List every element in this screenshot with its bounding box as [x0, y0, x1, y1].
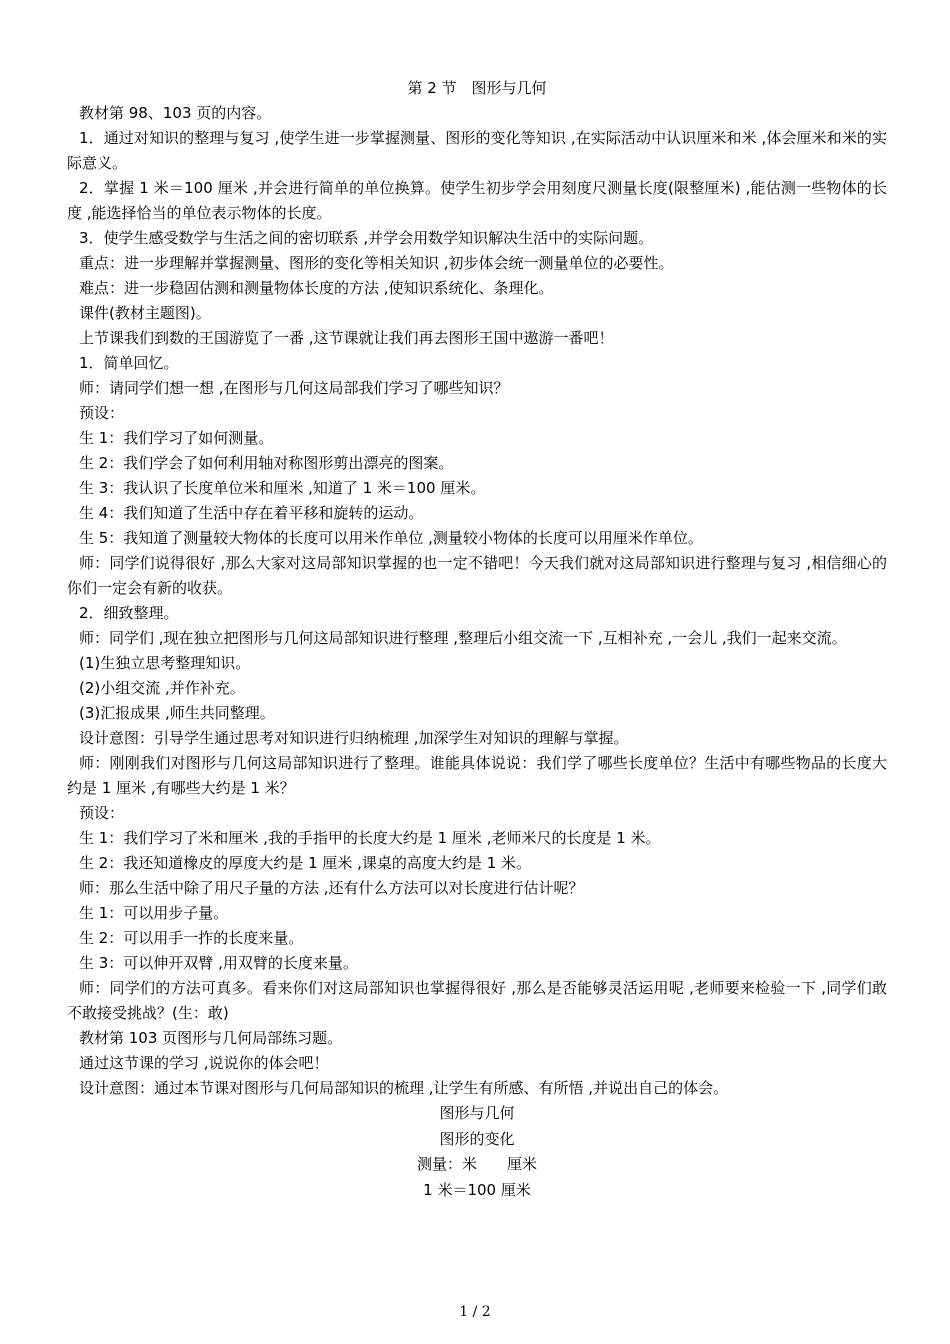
paragraph: 2．细致整理。	[79, 604, 179, 622]
paragraph: 生 1：我们学习了米和厘米 ,我的手指甲的长度大约是 1 厘米 ,老师米尺的长度是 1 米。	[79, 829, 661, 847]
paragraph: 生 5：我知道了测量较大物体的长度可以用米作单位 ,测量较小物体的长度可以用厘米作单位。	[79, 529, 703, 547]
paragraph: 生 3：可以伸开双臂 ,用双臂的长度来量。	[79, 954, 358, 972]
paragraph: 设计意图：引导学生通过思考对知识进行归纳梳理 ,加深学生对知识的理解与掌握。	[79, 729, 629, 747]
paragraph: 生 2：可以用手一拃的长度来量。	[79, 929, 304, 947]
paragraph: (2)小组交流 ,并作补充。	[79, 679, 245, 697]
paragraph: 1．简单回忆。	[79, 354, 179, 372]
section-title: 第 2 节 图形与几何	[407, 79, 547, 97]
paragraph: 预设：	[79, 804, 125, 822]
blackboard-line: 图形的变化	[439, 1129, 515, 1148]
blackboard-design	[67, 1101, 887, 1203]
paragraph: 3．使学生感受数学与生活之间的密切联系 ,并学会用数学知识解决生活中的实际问题。	[79, 229, 654, 247]
page-number: 1 / 2	[459, 1304, 491, 1320]
paragraph: 师：那么生活中除了用尺子量的方法 ,还有什么方法可以对长度进行估计呢？	[79, 879, 584, 897]
body-text	[67, 101, 887, 1101]
paragraph: 上节课我们到数的王国游览了一番 ,这节课就让我们再去图形王国中遨游一番吧！	[79, 329, 614, 347]
paragraph: 教材第 98、103 页的内容。	[79, 104, 272, 122]
paragraph: 师：同学们 ,现在独立把图形与几何这局部知识进行整理 ,整理后小组交流一下 ,互相补充 ,一会儿 ,我们一起来交流。	[79, 629, 847, 647]
paragraph: 1．通过对知识的整理与复习 ,使学生进一步掌握测量、图形的变化等知识 ,在实际活动中认识厘米和米 ,体会厘米和米的实际意义。	[67, 129, 887, 172]
paragraph: 通过这节课的学习 ,说说你的体会吧！	[79, 1054, 329, 1072]
blackboard-line: 图形与几何	[439, 1104, 515, 1122]
paragraph: 设计意图：通过本节课对图形与几何局部知识的梳理 ,让学生有所感、有所悟 ,并说出自己的体会。	[79, 1079, 729, 1097]
paragraph: 重点：进一步理解并掌握测量、图形的变化等相关知识 ,初步体会统一测量单位的必要性。	[79, 254, 674, 272]
paragraph: 师：同学们说得很好 ,那么大家对这局部知识掌握的也一定不错吧！今天我们就对这局部知识进行整理与复习 ,相信细心的你们一定会有新的收获。	[67, 554, 887, 597]
blackboard-line: 测量：米 厘米	[416, 1155, 537, 1173]
document-content	[67, 76, 887, 1203]
paragraph: 难点：进一步稳固估测和测量物体长度的方法 ,使知识系统化、条理化。	[79, 279, 554, 297]
paragraph: 师：刚刚我们对图形与几何这局部知识进行了整理。谁能具体说说：我们学了哪些长度单位？生活中有哪些物品的长度大约是 1 厘米 ,有哪些大约是 1 米？	[67, 754, 887, 797]
paragraph: 生 1：可以用步子量。	[79, 904, 229, 922]
paragraph: 生 2：我还知道橡皮的厚度大约是 1 厘米 ,课桌的高度大约是 1 米。	[79, 854, 532, 872]
paragraph: 预设：	[79, 404, 125, 422]
paragraph: 教材第 103 页图形与几何局部练习题。	[79, 1029, 343, 1047]
paragraph: 课件(教材主题图)。	[79, 304, 211, 322]
paragraph: 生 4：我们知道了生活中存在着平移和旋转的运动。	[79, 504, 424, 522]
paragraph: 2．掌握 1 米＝100 厘米 ,并会进行简单的单位换算。使学生初步学会用刻度尺测量长度(限整厘米) ,能估测一些物体的长度 ,能选择恰当的单位表示物体的长度。	[67, 179, 887, 222]
paragraph: (1)生独立思考整理知识。	[79, 654, 251, 672]
paragraph: 生 3：我认识了长度单位米和厘米 ,知道了 1 米＝100 厘米。	[79, 479, 486, 497]
paragraph: (3)汇报成果 ,师生共同整理。	[79, 704, 275, 722]
blackboard-line: 1 米＝100 厘米	[423, 1180, 531, 1199]
paragraph: 生 2：我们学会了如何利用轴对称图形剪出漂亮的图案。	[79, 454, 454, 472]
paragraph: 师：同学们的方法可真多。看来你们对这局部知识也掌握得很好 ,那么是否能够灵活运用呢 ,老师要来检验一下 ,同学们敢不敢接受挑战？(生：敢)	[67, 979, 887, 1022]
paragraph: 师：请同学们想一想 ,在图形与几何这局部我们学习了哪些知识？	[79, 379, 509, 397]
paragraph: 生 1：我们学习了如何测量。	[79, 429, 274, 447]
